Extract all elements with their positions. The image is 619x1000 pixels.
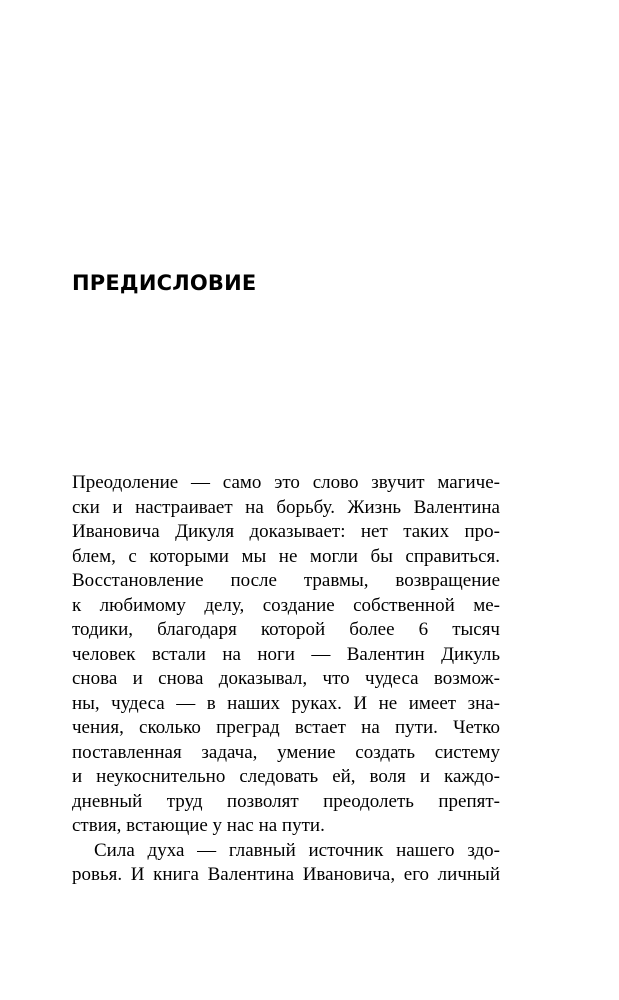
text-line: к любимому делу, создание собственной ме- [72,594,500,616]
text-line: ровья. И книга Валентина Ивановича, его личный [72,864,500,885]
text-line: ски и настраивает на борьбу. Жизнь Валентина [72,496,500,518]
text-line: снова и снова доказывал, что чудеса возмож- [72,668,500,689]
text-line: ны, чудеса — в наших руках. И не имеет зна- [72,692,500,714]
page-title: ПРЕДИСЛОВИЕ [72,271,257,295]
text-line: дневный труд позволят преодолеть препят- [72,790,500,812]
text-line: Преодоление — само это слово звучит магиче- [72,472,500,493]
text-line: поставленная задача, умение создать систему [72,741,500,763]
text-line: тодики, благодаря которой более 6 тысяч [72,619,500,640]
text-line: и неукоснительно следовать ей, воля и каждо- [72,766,500,787]
text-line: Сила духа — главный источник нашего здо- [94,839,500,861]
text-line: Восстановление после травмы, возвращение [72,570,500,591]
text-line: человек встали на ноги — Валентин Дикуль [72,643,500,665]
text-line: чения, сколько преград встает на пути. Четко [72,717,500,738]
text-line: блем, с которыми мы не могли бы справиться. [72,545,500,567]
text-line: ствия, встающие у нас на пути. [72,815,325,836]
text-line: Ивановича Дикуля доказывает: нет таких про- [72,521,500,542]
body-text [72,471,500,888]
